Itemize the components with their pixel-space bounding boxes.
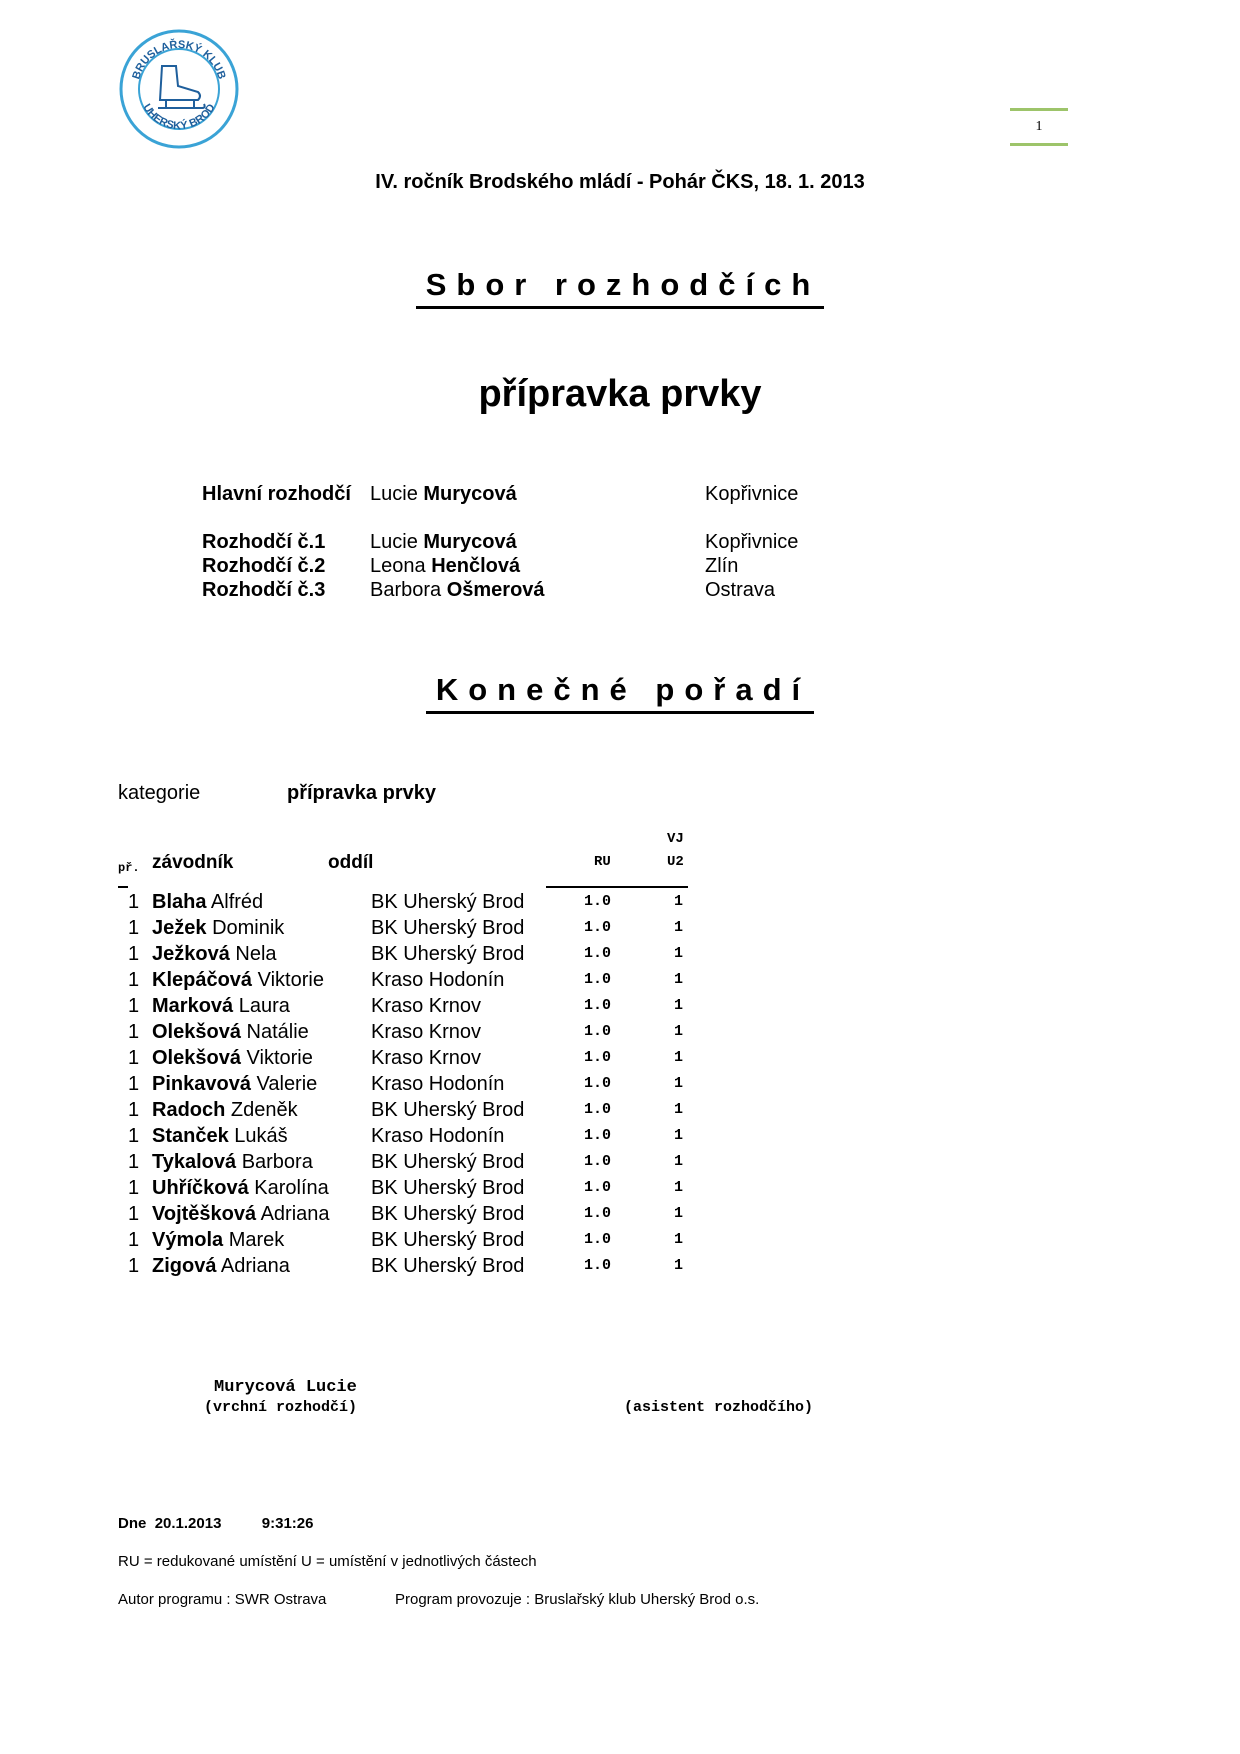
club-cell: Kraso Krnov (371, 1021, 482, 1043)
club-cell: BK Uherský Brod (371, 1203, 525, 1225)
footer-author: Autor programu : SWR Ostrava (118, 1591, 327, 1608)
judge-city: Kopřivnice (705, 531, 799, 553)
u2-cell: 1 (674, 1153, 684, 1170)
u2-cell: 1 (674, 1257, 684, 1274)
place-cell: 1 (128, 1151, 140, 1173)
table-row (118, 968, 718, 992)
table-row (118, 1254, 718, 1278)
date-label: Dne (118, 1515, 147, 1532)
skater-cell: Olekšová Viktorie (152, 1047, 313, 1069)
ru-cell: 1.0 (584, 919, 612, 936)
ru-cell: 1.0 (584, 971, 612, 988)
club-cell: BK Uherský Brod (371, 917, 525, 939)
footer-operator: Program provozuje : Bruslařský klub Uherský Brod o.s. (395, 1591, 760, 1608)
event-title: IV. ročník Brodského mládí - Pohár ČKS, 18. 1. 2013 (375, 171, 865, 193)
skater-cell: Vojtěšková Adriana (152, 1203, 330, 1225)
u2-cell: 1 (674, 945, 684, 962)
club-cell: BK Uherský Brod (371, 1151, 525, 1173)
table-row (118, 1176, 718, 1200)
table-row (118, 1098, 718, 1122)
club-cell: Kraso Hodonín (371, 1125, 505, 1147)
skater-cell: Pinkavová Valerie (152, 1073, 318, 1095)
judge-name: Lucie Murycová (370, 531, 517, 553)
skater-cell: Olekšová Natálie (152, 1021, 309, 1043)
ru-cell: 1.0 (584, 997, 612, 1014)
judge-city: Kopřivnice (705, 483, 799, 505)
place-cell: 1 (128, 1099, 140, 1121)
place-cell: 1 (128, 1125, 140, 1147)
club-logo (118, 28, 240, 150)
u2-cell: 1 (674, 971, 684, 988)
referee-name: Murycová Lucie (214, 1378, 357, 1397)
table-row (118, 916, 718, 940)
logo-text-bottom: UHERSKÝ BROD (140, 101, 218, 133)
page-number: 1 (1010, 108, 1068, 146)
skater-cell: Ježková Nela (152, 943, 277, 965)
skater-cell: Ježek Dominik (152, 917, 285, 939)
table-row (118, 1072, 718, 1096)
judge-city: Ostrava (705, 579, 776, 601)
ru-cell: 1.0 (584, 1179, 612, 1196)
judge-city: Zlín (705, 555, 739, 577)
judge-row-2 (202, 554, 902, 578)
skater-cell: Klepáčová Viktorie (152, 969, 324, 991)
referee-role: (vrchní rozhodčí) (204, 1399, 358, 1416)
table-row (118, 1150, 718, 1174)
judge-row-1 (202, 530, 902, 554)
club-cell: Kraso Hodonín (371, 969, 505, 991)
chief-judge-row (202, 482, 902, 506)
u2-cell: 1 (674, 1205, 684, 1222)
u2-cell: 1 (674, 1231, 684, 1248)
skater-cell: Radoch Zdeněk (152, 1099, 298, 1121)
place-cell: 1 (128, 1203, 140, 1225)
ru-cell: 1.0 (584, 1231, 612, 1248)
footer-legend: RU = redukované umístění U = umístění v jednotlivých částech (118, 1553, 537, 1570)
judge-row-3 (202, 578, 902, 602)
club-cell: BK Uherský Brod (371, 1177, 525, 1199)
category-value: přípravka prvky (287, 782, 436, 804)
table-row (118, 942, 718, 966)
date-value: 20.1.2013 (154, 1515, 222, 1532)
place-cell: 1 (128, 891, 140, 913)
header-skater: závodník (152, 852, 234, 873)
place-cell: 1 (128, 1021, 140, 1043)
place-cell: 1 (128, 1177, 140, 1199)
header-rule (546, 886, 688, 888)
u2-cell: 1 (674, 1127, 684, 1144)
u2-cell: 1 (674, 1049, 684, 1066)
judge-name: Leona Henčlová (370, 555, 521, 577)
u2-cell: 1 (674, 1179, 684, 1196)
table-row (118, 1046, 718, 1070)
ru-cell: 1.0 (584, 1075, 612, 1092)
skater-cell: Výmola Marek (152, 1229, 285, 1251)
header-u2-top: VJ (667, 831, 684, 847)
judge-label: Hlavní rozhodčí (202, 483, 351, 505)
judge-label: Rozhodčí č.3 (202, 579, 326, 601)
club-cell: BK Uherský Brod (371, 1255, 525, 1277)
table-row (118, 890, 718, 914)
judge-name: Lucie Murycová (370, 483, 517, 505)
place-cell: 1 (128, 995, 140, 1017)
assistant-role: (asistent rozhodčího) (624, 1399, 814, 1416)
ru-cell: 1.0 (584, 1049, 612, 1066)
place-cell: 1 (128, 1073, 140, 1095)
judges-heading: Sbor rozhodčích (0, 266, 1240, 309)
ru-cell: 1.0 (584, 893, 612, 910)
club-cell: BK Uherský Brod (371, 943, 525, 965)
place-cell: 1 (128, 1047, 140, 1069)
ru-cell: 1.0 (584, 1257, 612, 1274)
place-cell: 1 (128, 969, 140, 991)
header-rule-short (118, 886, 128, 888)
u2-cell: 1 (674, 1023, 684, 1040)
skater-cell: Blaha Alfréd (152, 891, 264, 913)
judge-label: Rozhodčí č.2 (202, 555, 326, 577)
ru-cell: 1.0 (584, 1101, 612, 1118)
header-ru: RU (594, 854, 611, 870)
results-heading: Konečné pořadí (0, 671, 1240, 714)
table-row (118, 1228, 718, 1252)
table-row (118, 1124, 718, 1148)
skater-cell: Uhříčková Karolína (152, 1177, 329, 1199)
footer-date-line (118, 1515, 313, 1532)
judge-label: Rozhodčí č.1 (202, 531, 326, 553)
table-row (118, 1020, 718, 1044)
time-value: 9:31:26 (261, 1515, 314, 1532)
club-cell: Kraso Krnov (371, 1047, 482, 1069)
u2-cell: 1 (674, 997, 684, 1014)
u2-cell: 1 (674, 919, 684, 936)
header-u2-bottom: U2 (667, 854, 684, 870)
logo-text-top: BRUSLAŘSKÝ KLUB (130, 38, 228, 81)
skater-cell: Zigová Adriana (152, 1255, 290, 1277)
club-cell: Kraso Hodonín (371, 1073, 505, 1095)
header-club: oddíl (328, 852, 374, 873)
category-title: přípravka prvky (478, 373, 762, 415)
table-row (118, 994, 718, 1018)
place-cell: 1 (128, 943, 140, 965)
ru-cell: 1.0 (584, 1205, 612, 1222)
club-cell: Kraso Krnov (371, 995, 482, 1017)
ru-cell: 1.0 (584, 1153, 612, 1170)
table-row (118, 1202, 718, 1226)
ru-cell: 1.0 (584, 1127, 612, 1144)
place-cell: 1 (128, 1229, 140, 1251)
u2-cell: 1 (674, 893, 684, 910)
judge-name: Barbora Ošmerová (370, 579, 545, 601)
place-cell: 1 (128, 917, 140, 939)
skater-cell: Tykalová Barbora (152, 1151, 313, 1173)
club-cell: BK Uherský Brod (371, 1229, 525, 1251)
ru-cell: 1.0 (584, 945, 612, 962)
ru-cell: 1.0 (584, 1023, 612, 1040)
u2-cell: 1 (674, 1101, 684, 1118)
skater-cell: Stanček Lukáš (152, 1125, 288, 1147)
header-place: př. (118, 861, 140, 875)
category-label: kategorie (118, 782, 201, 804)
club-cell: BK Uherský Brod (371, 891, 525, 913)
u2-cell: 1 (674, 1075, 684, 1092)
club-cell: BK Uherský Brod (371, 1099, 525, 1121)
skater-cell: Marková Laura (152, 995, 290, 1017)
place-cell: 1 (128, 1255, 140, 1277)
